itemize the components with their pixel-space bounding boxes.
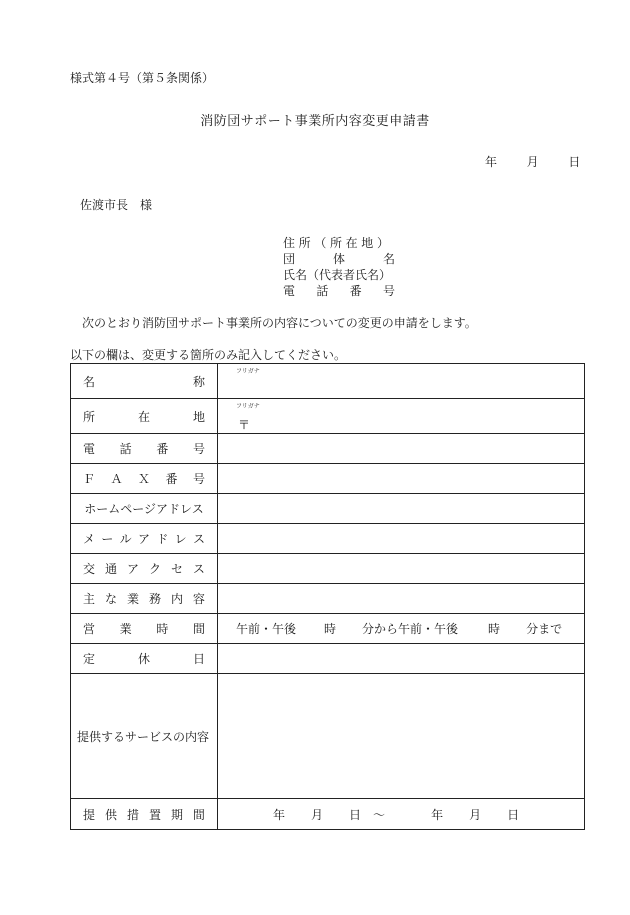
period-year-2: 年: [431, 807, 444, 822]
row-fax: [71, 464, 585, 494]
period-month-1: 月: [311, 807, 324, 822]
row-email: [71, 524, 585, 554]
label-fax: Ｆ Ａ Ｘ 番 号: [71, 464, 218, 494]
date-year: 年: [485, 155, 498, 169]
label-period: 提 供 措 置 期 間: [71, 799, 218, 830]
row-access: [71, 554, 585, 584]
label-business: 主 な 業 務 内 容: [71, 584, 218, 614]
label-name: 名 称: [71, 364, 218, 399]
label-email: メ ー ル ア ド レ ス: [71, 524, 218, 554]
period-month-2: 月: [469, 807, 482, 822]
period-day-1: 日: [349, 807, 362, 822]
postal-mark: 〒: [238, 418, 251, 432]
period-tilde: ～: [373, 807, 386, 822]
intro-text: 次のとおり消防団サポート事業所の内容についての変更の申請をします。: [82, 316, 477, 330]
furigana-label: フリガナ: [236, 368, 260, 375]
row-period: [71, 799, 585, 830]
field-name[interactable]: [218, 364, 585, 399]
hours-hour-1: 時: [324, 622, 337, 636]
applicant-org-name-label: 団 体 名: [283, 252, 395, 266]
field-holiday[interactable]: [218, 644, 585, 674]
hours-hour-2: 時: [488, 622, 501, 636]
hours-until: 分まで: [526, 622, 563, 636]
field-hours[interactable]: [218, 614, 585, 644]
label-hours: 営 業 時 間: [71, 614, 218, 644]
period-year-1: 年: [273, 807, 286, 822]
label-phone: 電 話 番 号: [71, 434, 218, 464]
row-location: [71, 399, 585, 434]
applicant-representative-label: 氏名（代表者氏名）: [283, 268, 392, 282]
furigana-label: フリガナ: [236, 403, 260, 410]
hours-ampm-1: 午前・午後: [236, 622, 297, 636]
label-access: 交 通 ア ク セ ス: [71, 554, 218, 584]
hours-from: 分から午前・午後: [362, 622, 459, 636]
label-holiday: 定 休 日: [71, 644, 218, 674]
label-location: 所 在 地: [71, 399, 218, 434]
applicant-block: [283, 235, 395, 299]
field-email[interactable]: [218, 524, 585, 554]
table-note: 以下の欄は、変更する箇所のみ記入してください。: [70, 348, 347, 362]
label-homepage: ホームページアドレス: [71, 494, 218, 524]
row-name: [71, 364, 585, 399]
field-location[interactable]: [218, 399, 585, 434]
row-homepage: [71, 494, 585, 524]
field-access[interactable]: [218, 554, 585, 584]
form-number: 様式第４号（第５条関係）: [70, 71, 215, 85]
field-phone[interactable]: [218, 434, 585, 464]
label-services: 提供するサービスの内容: [71, 674, 218, 799]
field-services[interactable]: [218, 674, 585, 799]
addressee: 佐渡市長 様: [80, 198, 153, 212]
row-phone: [71, 434, 585, 464]
row-business: [71, 584, 585, 614]
field-fax[interactable]: [218, 464, 585, 494]
applicant-address-label: 住 所 （ 所 在 地 ）: [283, 236, 389, 250]
date-month: 月: [526, 155, 539, 169]
period-day-2: 日: [507, 807, 520, 822]
applicant-phone-label: 電 話 番 号: [283, 284, 395, 298]
row-services: [71, 674, 585, 799]
field-period[interactable]: [218, 799, 585, 830]
row-hours: [71, 614, 585, 644]
field-business[interactable]: [218, 584, 585, 614]
date-line: [485, 153, 580, 170]
date-day: 日: [568, 155, 581, 169]
form-table: [70, 363, 585, 830]
document-title: 消防団サポート事業所内容変更申請書: [200, 114, 430, 129]
row-holiday: [71, 644, 585, 674]
field-homepage[interactable]: [218, 494, 585, 524]
